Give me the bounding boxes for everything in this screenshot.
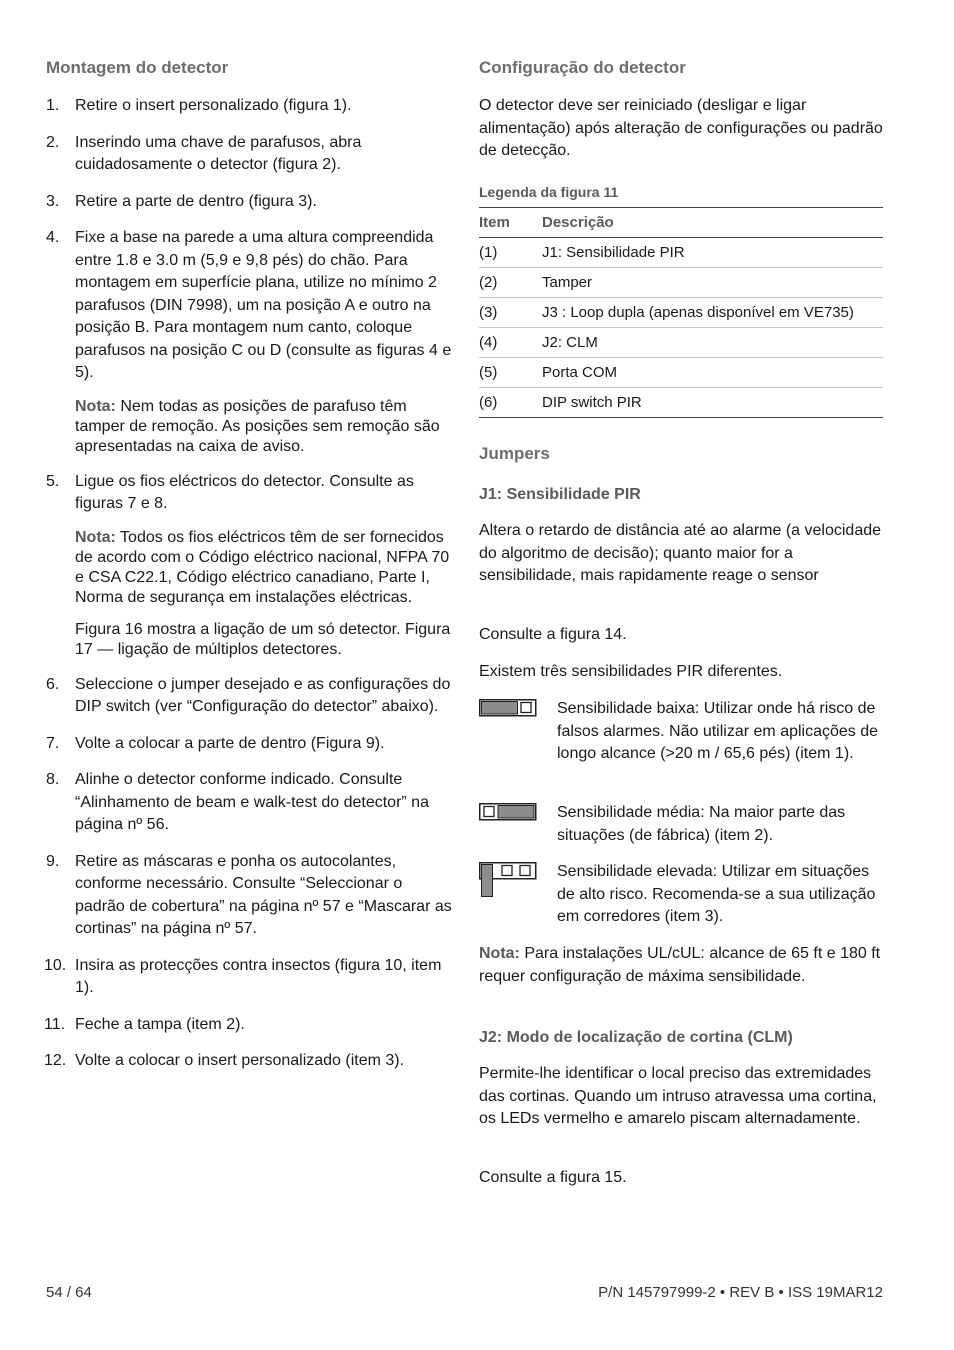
section-heading-mounting: Montagem do detector bbox=[46, 58, 229, 77]
step-text: Retire o insert personalizado (figura 1). bbox=[75, 97, 352, 114]
table-cell-item: (6) bbox=[479, 388, 542, 418]
note-text: Para instalações UL/cUL: alcance de 65 ft e 180 ft requer configuração de máxima sensibilidade. bbox=[479, 945, 881, 985]
list-item bbox=[46, 227, 456, 457]
mounting-steps-list bbox=[46, 95, 456, 1073]
note-label: Nota: bbox=[479, 945, 520, 962]
list-item bbox=[46, 674, 456, 719]
sensitivity-high-text: Sensibilidade elevada: Utilizar em situações de alto risco. Recomenda-se a sua utilização em corredores (item 3). bbox=[557, 863, 876, 925]
jumper-medium-icon bbox=[479, 802, 537, 842]
list-item bbox=[46, 132, 456, 177]
step-extra: Figura 16 mostra a ligação de um só detector. Figura 17 — ligação de múltiplos detectores. bbox=[75, 620, 451, 658]
step-note bbox=[75, 397, 456, 457]
section-heading-configuration: Configuração do detector bbox=[479, 58, 686, 77]
step-number: 4. bbox=[46, 229, 60, 246]
step-number: 10. bbox=[44, 956, 67, 974]
note-label: Nota: bbox=[75, 528, 116, 546]
list-item bbox=[46, 95, 456, 118]
table-cell-item: (4) bbox=[479, 328, 542, 358]
subheading-j1: J1: Sensibilidade PIR bbox=[479, 486, 641, 503]
step-text: Insira as protecções contra insectos (figura 10, item 1). bbox=[75, 956, 442, 996]
step-number: 1. bbox=[46, 97, 60, 114]
table-cell-item: (3) bbox=[479, 298, 542, 328]
sensitivity-low-text: Sensibilidade baixa: Utilizar onde há risco de falsos alarmes. Não utilizar em aplicações de longo alcance (>20 m / 65,6 pés) (item 1). bbox=[557, 700, 879, 762]
step-text: Inserindo uma chave de parafusos, abra cuidadosamente o detector (figura 2). bbox=[75, 133, 362, 173]
list-item bbox=[46, 955, 456, 1000]
list-item bbox=[46, 1014, 456, 1037]
step-text: Ligue os fios eléctricos do detector. Consulte as figuras 7 e 8. bbox=[75, 472, 414, 512]
j1-reference: Consulte a figura 14. bbox=[479, 626, 627, 643]
step-text: Seleccione o jumper desejado e as configurações do DIP switch (ver “Configuração do detector” abaixo). bbox=[75, 675, 451, 715]
step-number: 3. bbox=[46, 192, 60, 210]
list-item bbox=[46, 471, 456, 660]
step-text: Retire a parte de dentro (figura 3). bbox=[75, 192, 317, 210]
j1-count: Existem três sensibilidades PIR diferentes. bbox=[479, 663, 783, 680]
document-part-number: P/N 145797999-2 • REV B • ISS 19MAR12 bbox=[598, 1284, 883, 1301]
jumper-low-icon bbox=[479, 698, 537, 738]
figure-caption: Legenda da figura 11 bbox=[479, 184, 619, 200]
step-number: 8. bbox=[46, 771, 60, 788]
table-cell-description: Porta COM bbox=[542, 358, 883, 388]
step-text: Fixe a base na parede a uma altura compreendida entre 1.8 e 3.0 m (5,9 e 9,8 pés) do chão. Para montagem em superfície plana, utilize no mínimo 2 parafusos (DIN 7998), um na posição A e outro na posição B. Para montagem num canto, coloque parafusos na posição C ou D (consulte as figuras 4 e 5). bbox=[75, 229, 452, 381]
column-header-description: Descrição bbox=[542, 208, 883, 238]
list-item bbox=[46, 1050, 456, 1073]
table-row bbox=[479, 328, 883, 358]
step-text: Retire as máscaras e ponha os autocolantes, conforme necessário. Consulte “Seleccionar o padrão de cobertura” na página nº 57 e “Mascarar as cortinas” na página nº 57. bbox=[75, 852, 452, 937]
list-item bbox=[46, 851, 456, 941]
step-number: 2. bbox=[46, 133, 60, 151]
figure-legend-table bbox=[479, 207, 883, 418]
list-item bbox=[46, 769, 456, 837]
table-cell-description: J2: CLM bbox=[542, 328, 883, 358]
step-number: 6. bbox=[46, 675, 60, 693]
table-row bbox=[479, 358, 883, 388]
section-heading-jumpers: Jumpers bbox=[479, 444, 550, 463]
configuration-intro: O detector deve ser reiniciado (desligar e ligar alimentação) após alteração de configurações ou padrão de detecção. bbox=[479, 97, 883, 159]
step-number: 9. bbox=[46, 852, 60, 870]
step-text: Volte a colocar a parte de dentro (Figura 9). bbox=[75, 734, 385, 752]
table-cell-description: DIP switch PIR bbox=[542, 388, 883, 418]
step-text: Volte a colocar o insert personalizado (item 3). bbox=[75, 1052, 405, 1069]
note-text: Todos os fios eléctricos têm de ser fornecidos de acordo com o Código eléctrico nacional, NFPA 70 e CSA C22.1, Código eléctrico canadiano, Parte I, Norma de segurança em instalações eléctricas. bbox=[75, 528, 450, 606]
table-cell-item: (2) bbox=[479, 268, 542, 298]
ul-note bbox=[479, 943, 883, 988]
step-number: 7. bbox=[46, 734, 60, 752]
step-number: 11. bbox=[44, 1015, 66, 1033]
table-row bbox=[479, 268, 883, 298]
column-header-item: Item bbox=[479, 208, 542, 238]
table-cell-description: Tamper bbox=[542, 268, 883, 298]
list-item bbox=[46, 733, 456, 756]
table-cell-description: J1: Sensibilidade PIR bbox=[542, 238, 883, 268]
step-number: 5. bbox=[46, 472, 60, 490]
j2-reference: Consulte a figura 15. bbox=[479, 1169, 627, 1186]
table-cell-description: J3 : Loop dupla (apenas disponível em VE735) bbox=[542, 298, 883, 328]
note-label: Nota: bbox=[75, 397, 116, 415]
step-note bbox=[75, 528, 456, 608]
table-row bbox=[479, 238, 883, 268]
table-header-row bbox=[479, 208, 883, 238]
list-item bbox=[46, 191, 456, 214]
step-number: 12. bbox=[44, 1052, 67, 1069]
table-cell-item: (5) bbox=[479, 358, 542, 388]
page-number: 54 / 64 bbox=[46, 1284, 92, 1301]
j1-description: Altera o retardo de distância até ao alarme (a velocidade do algoritmo de decisão); quanto maior for a sensibilidade, mais rapidamente reage o sensor bbox=[479, 522, 882, 584]
step-text: Alinhe o detector conforme indicado. Consulte “Alinhamento de beam e walk-test do detector” na página nº 56. bbox=[75, 771, 429, 833]
j2-description: Permite-lhe identificar o local preciso das extremidades das cortinas. Quando um intruso atravessa uma cortina, os LEDs vermelho e amarelo piscam alternadamente. bbox=[479, 1065, 877, 1127]
table-cell-item: (1) bbox=[479, 238, 542, 268]
table-row bbox=[479, 298, 883, 328]
subheading-j2: J2: Modo de localização de cortina (CLM) bbox=[479, 1029, 793, 1046]
step-text: Feche a tampa (item 2). bbox=[75, 1015, 245, 1033]
sensitivity-medium-text: Sensibilidade média: Na maior parte das situações (de fábrica) (item 2). bbox=[557, 804, 846, 844]
table-row bbox=[479, 388, 883, 418]
jumper-high-icon bbox=[479, 861, 537, 901]
note-text: Nem todas as posições de parafuso têm tamper de remoção. As posições sem remoção são apresentadas na caixa de aviso. bbox=[75, 397, 440, 455]
